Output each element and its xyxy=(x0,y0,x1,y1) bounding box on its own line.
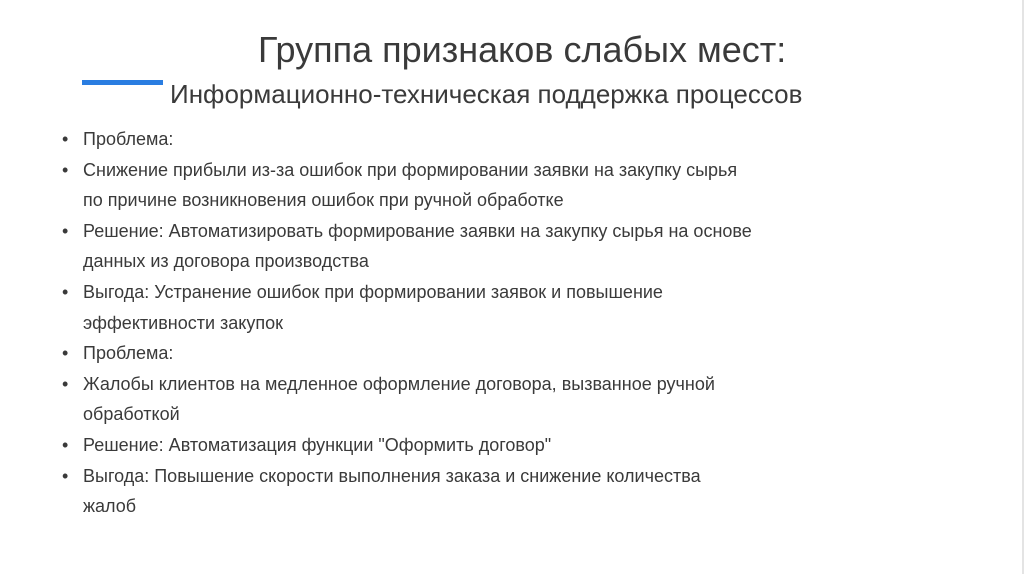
bullet-text: Решение: Автоматизировать формирование заявки на закупку сырья на основе данных из договора производства xyxy=(83,220,752,272)
bullet-text: Проблема: xyxy=(83,129,174,149)
slide-title: Группа признаков слабых мест: xyxy=(258,29,787,70)
bullet-dot-icon: • xyxy=(62,129,69,149)
bullet-item xyxy=(62,155,738,216)
slide-subtitle: Информационно-техническая поддержка процессов xyxy=(170,79,803,109)
bullet-text: Выгода: Повышение скорости выполнения заказа и снижение количества жалоб xyxy=(83,465,701,517)
bullet-item xyxy=(62,277,798,338)
bullet-dot-icon: • xyxy=(62,281,69,302)
bullet-list xyxy=(62,124,802,522)
bullet-item xyxy=(62,369,783,430)
bullet-dot-icon: • xyxy=(62,373,69,394)
bullet-text: Выгода: Устранение ошибок при формировании заявок и повышение эффективности закупок xyxy=(83,281,663,333)
bullet-text: Жалобы клиентов на медленное оформление договора, вызванное ручной обработкой xyxy=(83,373,715,425)
bullet-text: Проблема: xyxy=(83,343,174,364)
bullet-text: Решение: Автоматизация функции "Оформить договор" xyxy=(83,434,552,455)
bullet-item xyxy=(62,430,803,461)
bullet-dot-icon: • xyxy=(62,434,69,455)
bullet-dot-icon: • xyxy=(62,159,69,180)
bullet-dot-icon: • xyxy=(62,465,69,486)
bullet-dot-icon: • xyxy=(62,220,69,241)
bullet-item xyxy=(62,216,803,277)
bullet-item xyxy=(62,124,243,155)
title-accent-bar xyxy=(82,80,163,85)
bullet-text: Снижение прибыли из-за ошибок при формировании заявки на закупку сырья по причине возникновения ошибок при ручной обработке xyxy=(83,159,738,211)
bullet-item xyxy=(62,461,728,522)
bullet-dot-icon: • xyxy=(62,343,69,364)
bullet-item xyxy=(62,338,243,369)
